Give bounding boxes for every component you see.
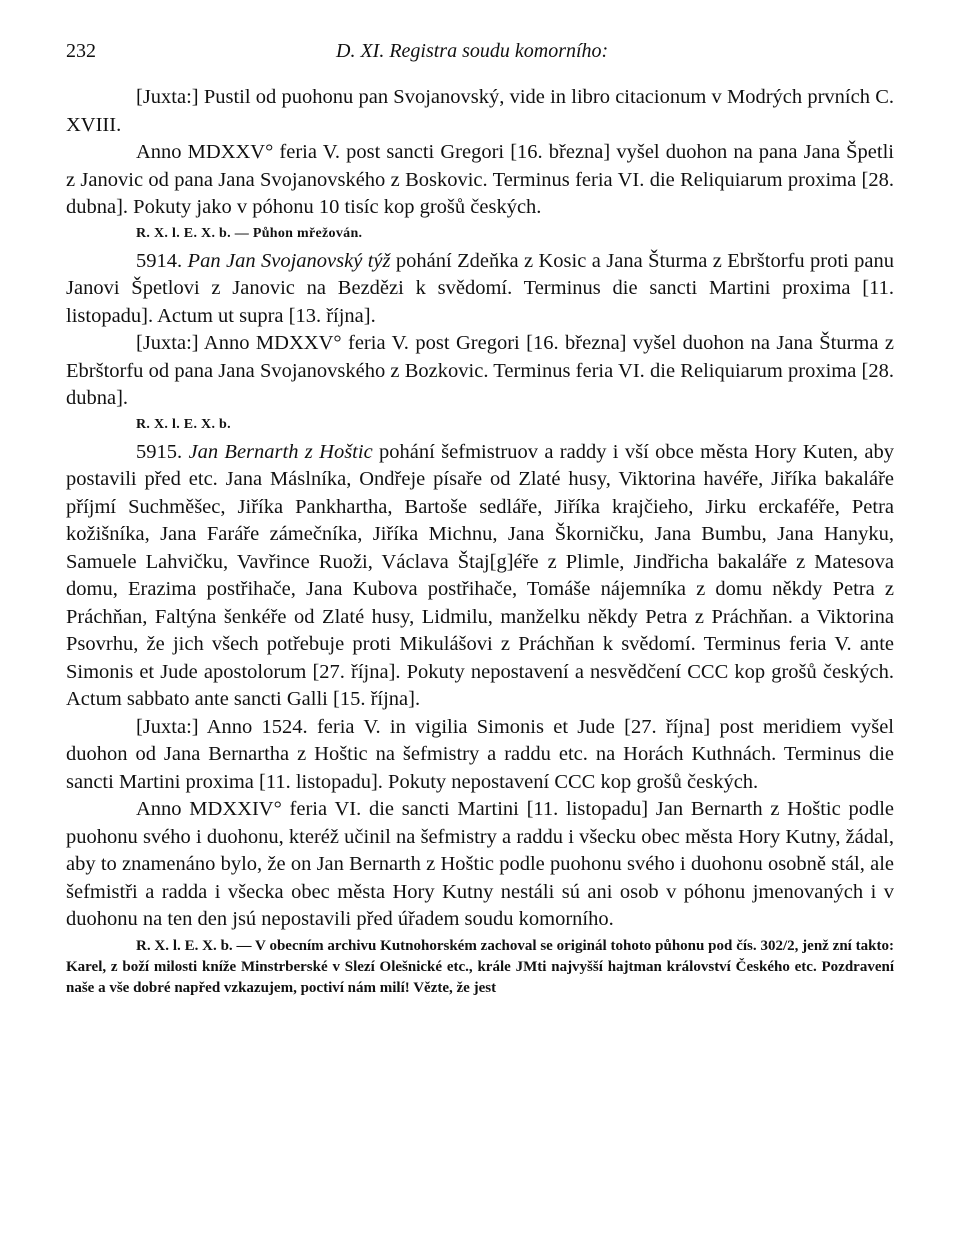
paragraph: [Juxta:] Pustil od puohonu pan Svojanovský, vide in libro citacionum v Modrých prvních C. XVIII.	[66, 86, 894, 136]
entry-text: pohání Zdeňka z Kosic a Jana Šturma z Ebrštorfu proti panu Janovi Špetlovi z Janovic na Bezdězi k svědomí. Terminus die sancti Martini proxima [11. listopadu]. Actum ut supra [13. října].	[66, 249, 895, 327]
page-header	[66, 40, 894, 74]
running-title: D. XI. Registra soudu komorního:	[336, 40, 609, 62]
entry-party: Jan Bernarth z Hoštic	[188, 440, 373, 463]
body-text	[66, 84, 894, 999]
entry-5915	[66, 439, 894, 714]
signature-line: R. X. l. E. X. b.	[136, 416, 231, 432]
paragraph: Anno MDXXIV° feria VI. die sancti Martini [11. listopadu] Jan Bernarth z Hoštic podle puohonu svého i duohonu, kteréž učinil na šefmistry a raddu i všecku obec města Hory Kutny, žádal, aby to znamenáno bylo, že on Jan Bernarth z Hoštic podle puohonu svého i duohonu osobně stál, ale šefmistři a radda i všecka obec města Hory Kutny nestáli sú ani osob v póhonu jmenovaných i v duohonu na ten den jsú nepostavili před úřadem soudu komorního.	[66, 798, 894, 930]
paragraph: Anno MDXXV° feria V. post sancti Gregori [16. března] vyšel duohon na pana Jana Špetli z Janovic od pana Jana Svojanovského z Boskovic. Terminus feria VI. die Reliquiarum proxima [28. dubna]. Pokuty jako v póhonu 10 tisíc kop grošů českých.	[66, 141, 894, 218]
footnote: R. X. l. E. X. b. — V obecním archivu Kutnohorském zachoval se originál tohoto půhonu pod čís. 302/2, jenž zní takto: Karel, z boží milosti kníže Minstrberské v Slezí Olešnické etc., krále JMti najvyšší hajtman království Českého etc. Pozdravení naše a vše dobré napřed vzkazujem, poctiví nám milí! Vězte, že jest	[66, 937, 894, 996]
entry-party: Pan Jan Svojanovský týž	[187, 249, 391, 272]
paragraph: [Juxta:] Anno MDXXV° feria V. post Gregori [16. března] vyšel duohon na Jana Šturma z Ebrštorfu od pana Jana Svojanovského z Bozkovic. Terminus feria VI. die Reliquiarum proxima [28. dubna].	[66, 332, 894, 409]
paragraph: [Juxta:] Anno 1524. feria V. in vigilia Simonis et Jude [27. října] post meridiem vyšel duohon od Jana Bernartha z Hoštic na šefmistry a raddu etc. na Horách Kuthnách. Terminus die sancti Martini proxima [11. listopadu]. Pokuty nepostavení CCC kop grošů českých.	[66, 715, 894, 793]
entry-number: 5915.	[136, 440, 183, 463]
entry-5914	[66, 248, 894, 331]
entry-number: 5914.	[136, 249, 183, 272]
signature-line: R. X. l. E. X. b. — Půhon mřežován.	[136, 225, 363, 241]
page-number: 232	[66, 40, 96, 62]
document-page	[66, 40, 894, 999]
entry-text: pohání šefmistruov a raddy i vší obce města Hory Kuten, aby postavili před etc. Jana Máslníka, Ondřeje písaře od Zlaté husy, Viktorina havéře, Jiříka bakaláře příjmí Suchměšec, Jiříka Pankhartha, Bartoše sedláře, Jiříka krajčieho, Jirku erckaféře, Petra kožišníka, Jana Faráře zámečníka, Jiříka Michnu, Jana Škorničku, Jana Bumbu, Jana Hanyku, Samuele Lahvičku, Vavřince Ruoži, Václava Štaj[g]éře z Plimle, Jindřicha bakaláře z Matesova domu, Erazima postřihače, Jana Kubova postřihače, Tomáše nájemníka z domu někdy Petra z Práchňan, Faltýna šenkéře od Zlaté husy, Lidmilu, manželku někdy Petra z Práchňan. a Viktorina Psovrhu, že jich všech potřebuje proti Mikulášovi z Práchňan k svědomí. Terminus feria V. ante Simonis et Jude apostolorum [27. října]. Pokuty nepostavení a nesvědčení CCC kop grošů českých. Actum sabbato ante sancti Galli [15. října].	[66, 440, 895, 710]
